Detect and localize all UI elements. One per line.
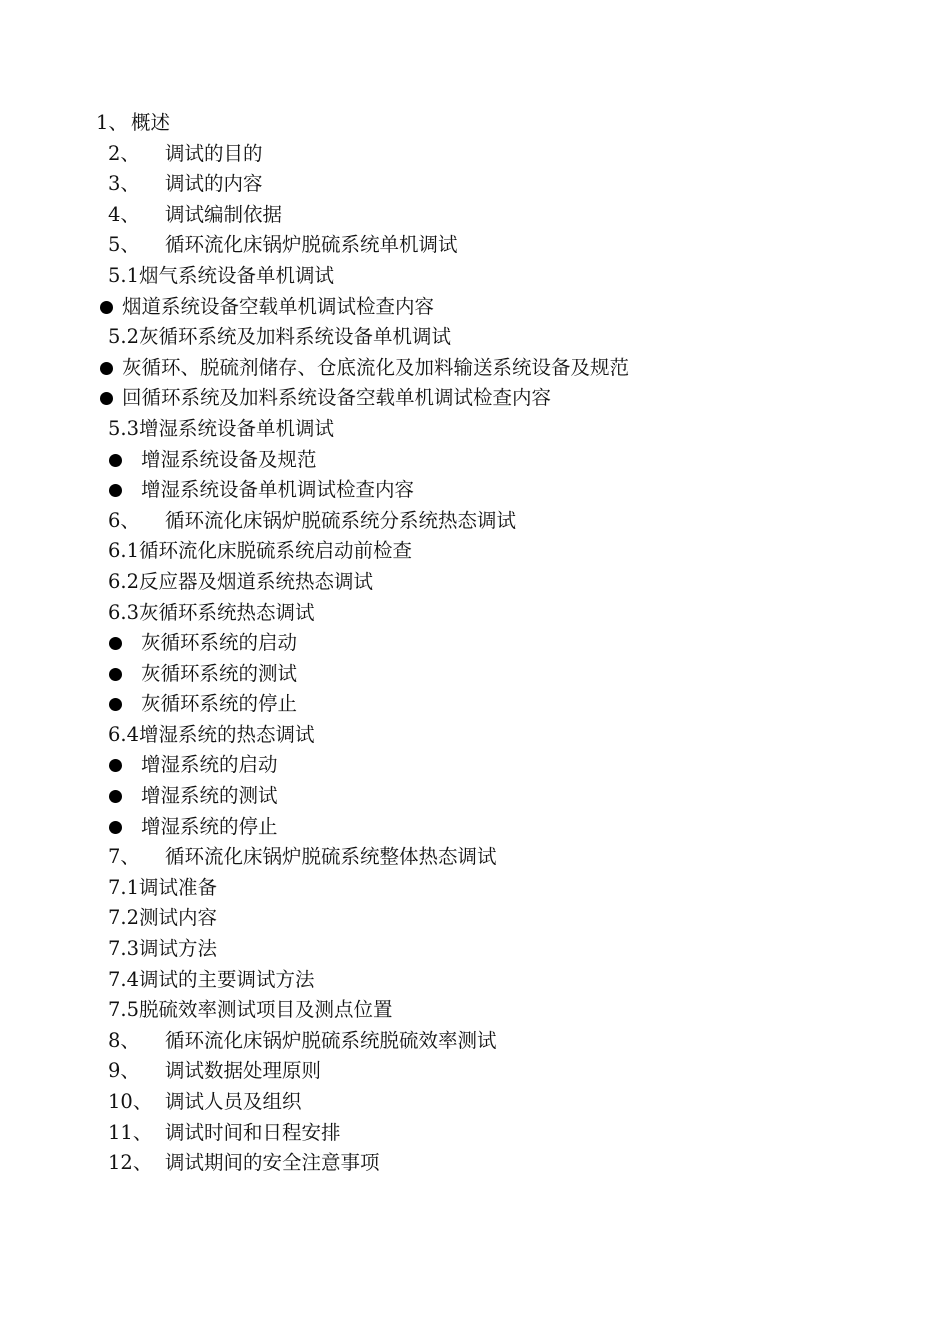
- toc-item-text: 增湿系统设备单机调试检查内容: [141, 478, 415, 502]
- toc-item-number: 1、: [96, 111, 128, 134]
- toc-subitem: [0, 567, 950, 598]
- toc-item-number: 11、: [108, 1120, 153, 1144]
- toc-item-text: 调试的目的: [165, 141, 263, 165]
- toc-item-number: 5、: [108, 233, 140, 257]
- toc-item-text: 6.3灰循环系统热态调试: [108, 600, 315, 624]
- toc-item-text: 循环流化床锅炉脱硫系统单机调试: [165, 233, 458, 257]
- toc-bullet-item: [0, 383, 950, 414]
- toc-item-number: 8、: [108, 1028, 140, 1052]
- toc-item-text: 循环流化床锅炉脱硫系统分系统热态调试: [165, 508, 517, 532]
- toc-item: [0, 842, 950, 873]
- table-of-contents: [0, 108, 950, 1179]
- toc-subitem: [0, 598, 950, 629]
- toc-item-text: 循环流化床锅炉脱硫系统整体热态调试: [165, 845, 497, 869]
- toc-item-text: 循环流化床锅炉脱硫系统脱硫效率测试: [165, 1028, 497, 1052]
- bullet-icon: [109, 821, 122, 834]
- bullet-icon: [109, 637, 122, 650]
- toc-bullet-item: [0, 353, 950, 384]
- toc-item-text: 6.4增湿系统的热态调试: [108, 722, 315, 746]
- toc-item: [0, 1026, 950, 1057]
- bullet-icon: [109, 454, 122, 467]
- toc-item-text: 调试人员及组织: [165, 1090, 302, 1113]
- toc-item: [0, 506, 950, 537]
- toc-item-text: 概述: [131, 111, 171, 134]
- toc-bullet-item: [0, 689, 950, 720]
- toc-subitem: [0, 903, 950, 934]
- toc-item-text: 回循环系统及加料系统设备空载单机调试检查内容: [122, 386, 552, 410]
- toc-item-text: 调试数据处理原则: [165, 1059, 322, 1083]
- bullet-icon: [109, 484, 122, 497]
- toc-item-text: 灰循环系统的启动: [141, 631, 298, 655]
- toc-item-text: 调试的内容: [165, 172, 263, 196]
- toc-bullet-item: [0, 475, 950, 506]
- toc-bullet-item: [0, 445, 950, 476]
- toc-item-text: 灰循环、脱硫剂储存、仓底流化及加料输送系统设备及规范: [122, 355, 630, 379]
- toc-subitem: [0, 536, 950, 567]
- toc-item-text: 调试编制依据: [165, 202, 283, 226]
- toc-item-text: 增湿系统设备及规范: [141, 447, 317, 471]
- toc-item-number: 7、: [108, 845, 140, 869]
- toc-bullet-item: [0, 659, 950, 690]
- toc-subitem: [0, 995, 950, 1026]
- toc-item-text: 7.2测试内容: [108, 906, 218, 930]
- toc-subitem: [0, 934, 950, 965]
- toc-item-text: 烟道系统设备空载单机调试检查内容: [122, 294, 435, 318]
- toc-bullet-item: [0, 781, 950, 812]
- toc-item-text: 7.4调试的主要调试方法: [108, 967, 315, 991]
- toc-item-text: 增湿系统的测试: [141, 784, 278, 808]
- toc-item-number: 9、: [108, 1059, 140, 1083]
- toc-item-number: 3、: [108, 172, 140, 196]
- toc-item-text: 5.1烟气系统设备单机调试: [108, 263, 335, 287]
- toc-item-number: 10、: [108, 1090, 153, 1113]
- toc-item-text: 7.5脱硫效率测试项目及测点位置: [108, 998, 393, 1022]
- bullet-icon: [100, 392, 113, 405]
- toc-item: [0, 1118, 950, 1149]
- toc-item: [0, 1087, 950, 1118]
- toc-item-text: 7.1调试准备: [108, 875, 218, 899]
- toc-item-text: 6.1循环流化床脱硫系统启动前检查: [108, 539, 413, 563]
- toc-subitem: [0, 414, 950, 445]
- bullet-icon: [109, 698, 122, 711]
- toc-bullet-item: [0, 292, 950, 323]
- bullet-icon: [100, 301, 113, 314]
- toc-item-text: 增湿系统的停止: [141, 814, 278, 838]
- toc-item-text: 灰循环系统的测试: [141, 661, 298, 685]
- toc-item-text: 灰循环系统的停止: [141, 692, 298, 716]
- toc-item-text: 5.2灰循环系统及加料系统设备单机调试: [108, 325, 452, 349]
- toc-bullet-item: [0, 750, 950, 781]
- toc-subitem: [0, 965, 950, 996]
- bullet-icon: [109, 790, 122, 803]
- toc-item-number: 4、: [108, 202, 140, 226]
- toc-item: [0, 139, 950, 170]
- toc-item: [0, 108, 950, 139]
- toc-item-text: 5.3增湿系统设备单机调试: [108, 416, 335, 440]
- toc-subitem: [0, 720, 950, 751]
- toc-item: [0, 230, 950, 261]
- bullet-icon: [109, 759, 122, 772]
- toc-item: [0, 169, 950, 200]
- toc-item-text: 调试期间的安全注意事项: [165, 1151, 380, 1175]
- bullet-icon: [109, 668, 122, 681]
- toc-subitem: [0, 873, 950, 904]
- toc-bullet-item: [0, 628, 950, 659]
- toc-item: [0, 200, 950, 231]
- toc-bullet-item: [0, 812, 950, 843]
- toc-item-text: 增湿系统的启动: [141, 753, 278, 777]
- toc-item-number: 2、: [108, 141, 140, 165]
- toc-item-number: 12、: [108, 1151, 153, 1175]
- toc-item-number: 6、: [108, 508, 140, 532]
- bullet-icon: [100, 362, 113, 375]
- toc-item-text: 6.2反应器及烟道系统热态调试: [108, 569, 374, 593]
- toc-item-text: 7.3调试方法: [108, 937, 218, 961]
- toc-item: [0, 1056, 950, 1087]
- toc-subitem: [0, 322, 950, 353]
- toc-subitem: [0, 261, 950, 292]
- toc-item-text: 调试时间和日程安排: [165, 1120, 341, 1144]
- toc-item: [0, 1148, 950, 1179]
